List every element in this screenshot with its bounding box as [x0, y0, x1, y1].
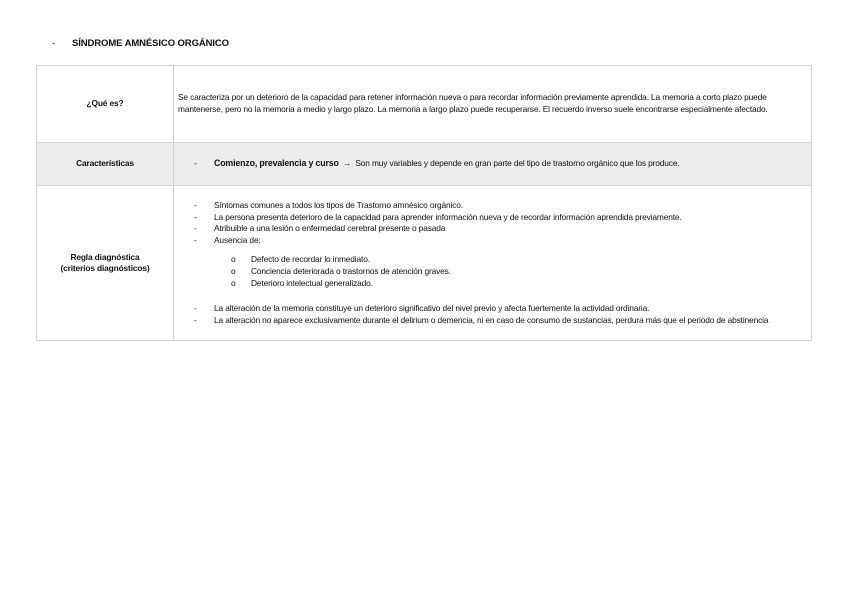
list-item: - La alteración no aparece exclusivamente durante el delirium o demencia, ni en caso de consumo de sustancias, perdura más que el periodo de abstinencia: [194, 315, 807, 327]
characteristics-label: Características: [37, 143, 174, 186]
sub-list-item: o Conciencia deteriorada o trastornos de atención graves.: [194, 266, 807, 278]
absence-sublist: [194, 254, 807, 289]
right-arrow-icon: →: [342, 158, 352, 169]
definition-text: Se caracteriza por un deterioro de la capacidad para retener información nueva o para recordar información previamente aprendida. La memoria a corto plazo puede mantenerse, pero no la memoria a medio y largo plazo. La memoria a largo plazo puede recuperarse. El recuerdo inverso suele encontrarse especialmente afectado.: [174, 66, 812, 143]
list-item: - Síntomas comunes a todos los tipos de Trastorno amnésico orgánico.: [194, 200, 807, 212]
section-dash: -: [52, 38, 56, 49]
list-item: - Atribuible a una lesión o enfermedad cerebral presente o pasada: [194, 223, 807, 235]
diagnostic-label: [37, 186, 174, 341]
characteristics-item: [194, 158, 805, 170]
definition-label: ¿Qué es?: [37, 66, 174, 143]
diagnostic-cell: [174, 186, 812, 341]
sub-list-item: o Deterioro intelectual generalizado.: [194, 278, 807, 290]
characteristics-bold: Comienzo, prevalencia y curso: [214, 158, 339, 169]
sub-list-item: o Defecto de recordar lo inmediato.: [194, 254, 807, 266]
characteristics-text: Son muy variables y depende en gran parte del tipo de trastorno orgánico que los produce.: [355, 158, 680, 169]
section-title-text: SÍNDROME AMNÉSICO ORGÁNICO: [72, 38, 229, 49]
info-table: [36, 65, 812, 341]
table-row-diagnostic: [37, 186, 812, 341]
list-item: - Ausencia de:: [194, 235, 807, 247]
diagnostic-list-after: [194, 303, 807, 326]
section-title: [52, 38, 229, 49]
diagnostic-label-line2: (criterios diagnósticos): [60, 263, 150, 274]
characteristics-cell: [174, 143, 812, 186]
table-row-definition: [37, 66, 812, 143]
diagnostic-list: [194, 200, 807, 246]
list-item: - La persona presenta deterioro de la capacidad para aprender información nueva y de recordar información aprendida previamente.: [194, 212, 807, 224]
diagnostic-label-line1: Regla diagnóstica: [70, 251, 140, 262]
list-item: - La alteración de la memoria constituye un deterioro significativo del nivel previo y afecta fuertemente la actividad ordinaria.: [194, 303, 807, 315]
table-row-characteristics: [37, 143, 812, 186]
